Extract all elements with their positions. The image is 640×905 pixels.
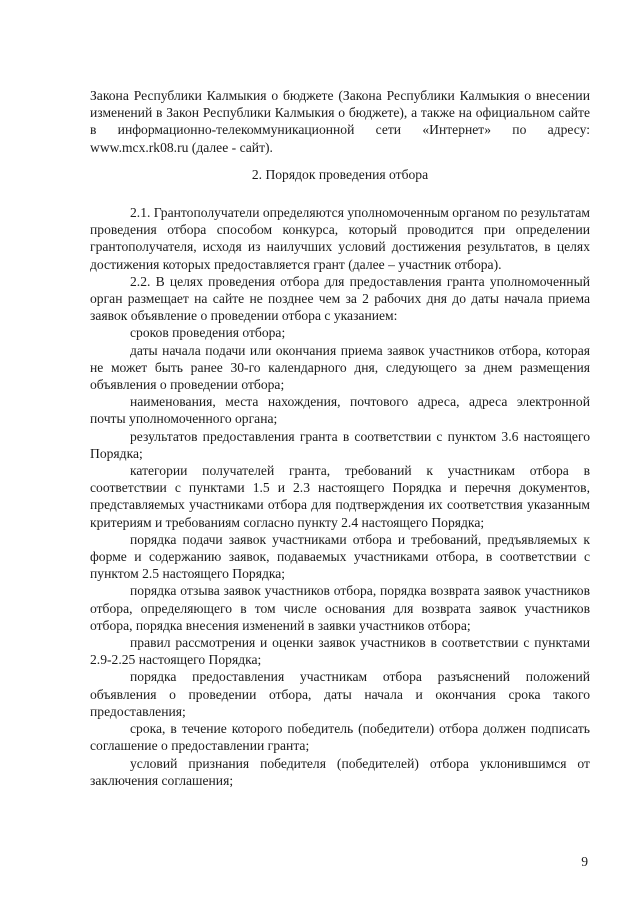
list-item-clarification-procedure: порядка предоставления участникам отбора разъяснений положений объявления о проведении отбора, даты начала и окончания срока такого предоставления;: [90, 669, 590, 719]
paragraph-2-2: 2.2. В целях проведения отбора для предоставления гранта уполномоченный орган размещает на сайте не позднее чем за 2 рабочих дня до даты начала приема заявок объявление о проведении отбора с указанием:: [90, 273, 590, 324]
section-heading: 2. Порядок проведения отбора: [251, 167, 429, 182]
page-number: 9: [581, 854, 588, 869]
list-item-submission-procedure: порядка подачи заявок участниками отбора и требований, предъявляемых к форме и содержанию заявок, подаваемых участниками отбора, в соответствии с пунктом 2.5 настоящего Порядка;: [90, 531, 590, 582]
list-item-grant-results: результатов предоставления гранта в соответствии с пунктом 3.6 настоящего Порядка;: [90, 428, 590, 461]
list-item-recipient-categories: категории получателей гранта, требований к участникам отбора в соответствии с пунктами 1.5 и 2.3 настоящего Порядка и перечня документов, представляемых участниками отбора для подтверждения их соответствия указанным критериям и требованиям согласно пункту 2.4 настоящего Порядка;: [90, 463, 590, 530]
list-item-withdrawal-procedure: порядка отзыва заявок участников отбора, порядка возврата заявок участников отбора, определяющего в том числе основания для возврата заявок участников отбора, порядка внесения изменений в заявки участников отбора;: [90, 583, 590, 633]
section-body: [90, 204, 590, 789]
list-item-signing-deadline: срока, в течение которого победитель (победители) отбора должен подписать соглашение о предоставлении гранта;: [90, 721, 590, 754]
intro-paragraph: Закона Республики Калмыкия о бюджете (Закона Республики Калмыкия о внесении изменений в Закон Республики Калмыкия о бюджете), а также на официальном сайте в информационно-телекоммуникационной сети «Интернет» по адресу: www.mcx.rk08.ru (далее - сайт).: [90, 88, 590, 155]
paragraph-2-1: 2.1. Грантополучатели определяются уполномоченным органом по результатам проведения отбора способом конкурса, который проводится при определении грантополучателя, исходя из наилучших условий достижения результатов, в целях достижения которых предоставляется грант (далее – участник отбора).: [90, 205, 591, 272]
list-item-authority-contacts: наименования, места нахождения, почтового адреса, адреса электронной почты уполномоченного органа;: [90, 394, 590, 427]
list-item-dates: сроков проведения отбора;: [130, 325, 286, 341]
list-item-evasion-conditions: условий признания победителя (победителей) отбора уклонившимся от заключения соглашения;: [90, 755, 590, 788]
list-item-application-dates: даты начала подачи или окончания приема заявок участников отбора, которая не может быть ранее 30-го календарного дня, следующего за днем размещения объявления о проведении отбора;: [90, 342, 590, 393]
list-item-review-rules: правил рассмотрения и оценки заявок участников в соответствии с пунктами 2.9-2.25 настоящего Порядка;: [90, 635, 590, 668]
